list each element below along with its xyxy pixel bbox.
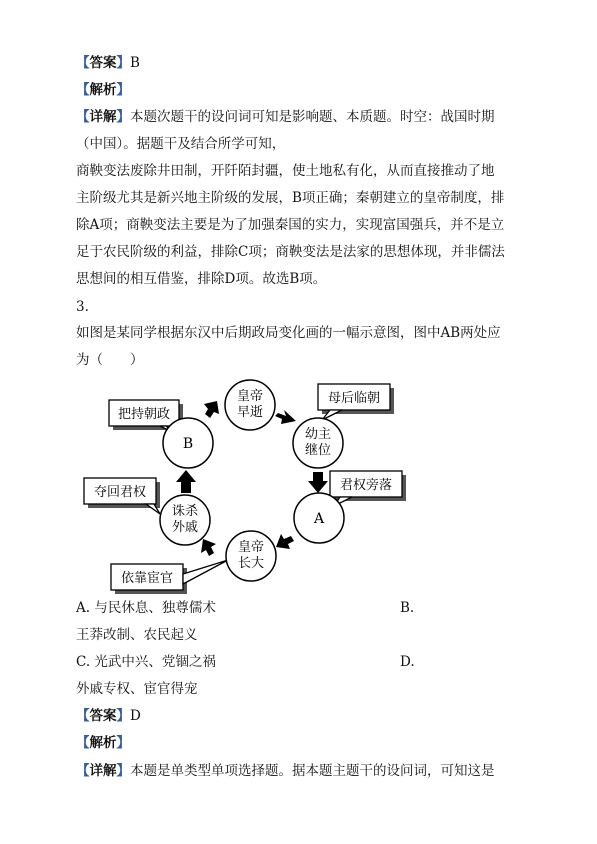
detail-line-4: 主阶级尤其是新兴地主阶级的发展，B项正确；秦朝建立的皇帝制度，排 [76, 190, 505, 206]
callout-eunuch [111, 560, 228, 594]
answer3-line: 【答案】D [76, 708, 141, 724]
detail3-line: 【详解】本题是单类型单项选择题。据本题主题干的设问词，可知这是 [76, 763, 495, 779]
callout-regent-text: 母后临朝 [327, 391, 381, 406]
callout-eunuch-text: 依靠宦官 [120, 571, 174, 586]
node-B [163, 418, 213, 468]
arrow-4 [201, 539, 216, 556]
analysis3-heading: 【解析】 [76, 735, 130, 751]
node-young-emperor [293, 418, 343, 468]
callout-control-text: 把持朝政 [117, 407, 171, 422]
detail-line-6: 足于农民阶级的利益，排除C项；商鞅变法是法家的思想体现，并非儒法 [76, 244, 505, 260]
question-number: 3. [76, 299, 89, 315]
arrow-6 [204, 401, 219, 418]
svg-text:皇帝: 皇帝 [236, 389, 264, 404]
svg-text:诛杀: 诛杀 [171, 504, 199, 519]
option-D-text[interactable]: 外戚专权、宦官得宠 [76, 681, 198, 697]
answer-value: B [130, 55, 140, 71]
answer-label: 答案 [89, 55, 117, 71]
option-B-label[interactable]: B. [400, 600, 415, 616]
node-A [294, 493, 344, 543]
question-stem-2: 为（ ） [76, 352, 144, 368]
node-emperor-die [225, 380, 275, 430]
option-A[interactable]: A. 与民休息、独尊儒术 [76, 600, 216, 616]
svg-text:B: B [182, 436, 194, 452]
option-B-text[interactable]: 王莽改制、农民起义 [76, 627, 198, 643]
detail-line-2: （中国）。据题干及结合所学可知， [76, 136, 286, 152]
svg-text:幼主: 幼主 [304, 427, 332, 442]
answer-line: 【答案】B [76, 55, 140, 71]
callout-power-falls [330, 471, 406, 506]
question-stem-1: 如图是某同学根据东汉中后期政局变化画的一幅示意图，图中AB两处应 [76, 325, 501, 341]
callout-regent [318, 384, 394, 420]
callout-regain [84, 478, 160, 514]
svg-text:外戚: 外戚 [171, 520, 199, 535]
arrow-3 [276, 534, 294, 549]
arrow-2 [308, 472, 328, 493]
svg-text:A: A [313, 511, 325, 527]
svg-text:皇帝: 皇帝 [237, 540, 265, 555]
arrow-5 [176, 470, 196, 493]
analysis-heading: 【解析】 [76, 82, 130, 98]
callout-power-falls-text: 君权旁落 [339, 478, 393, 493]
detail-line-5: 除A项；商鞅变法主要是为了加强秦国的实力，实现富国强兵，并不是立 [76, 217, 505, 233]
option-D-label[interactable]: D. [400, 654, 415, 670]
svg-text:长大: 长大 [237, 556, 265, 571]
node-kill-relatives [160, 495, 210, 545]
detail-line-1: 【详解】本题次题干的设问词可知是影响题、本质题。时空：战国时期 [76, 109, 495, 125]
arrow-1 [275, 410, 296, 424]
answer3-value: D [130, 708, 141, 724]
callout-regain-text: 夺回君权 [93, 485, 147, 500]
detail-line-7: 思想间的相互借鉴，排除D项。故选B项。 [76, 271, 327, 287]
node-emperor-grow [226, 531, 276, 581]
detail-line-3: 商鞅变法废除井田制，开阡陌封疆，使土地私有化，从而直接推动了地 [76, 163, 495, 179]
svg-text:早逝: 早逝 [236, 405, 264, 420]
svg-text:继位: 继位 [304, 443, 332, 458]
option-C[interactable]: C. 光武中兴、党锢之祸 [76, 654, 216, 670]
